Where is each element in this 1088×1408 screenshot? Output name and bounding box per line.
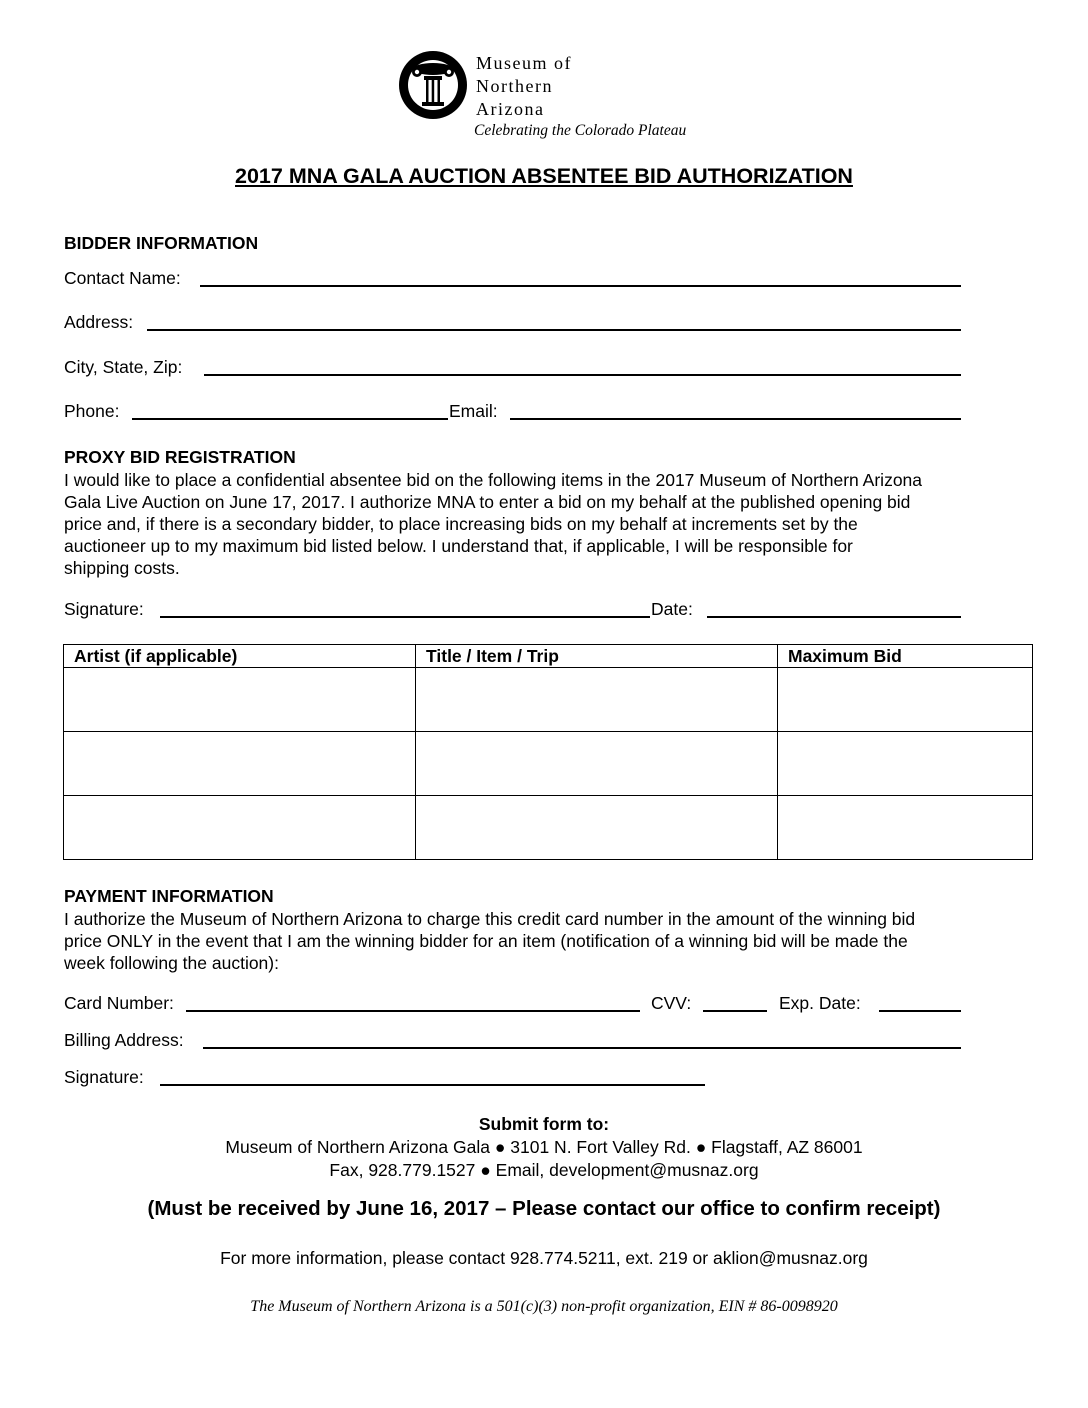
title-cell[interactable] [416,796,778,860]
proxy-date-label: Date: [651,599,693,619]
proxy-text-line: price and, if there is a secondary bidder, to place increasing bids on my behalf at increments set by the [64,514,858,534]
max-bid-cell[interactable] [778,668,1033,732]
deadline-notice: (Must be received by June 16, 2017 – Please contact our office to confirm receipt) [147,1197,941,1220]
payment-text-line: week following the auction): [64,953,279,973]
max-bid-column-header: Maximum Bid [778,645,1033,668]
bidder-info-heading: BIDDER INFORMATION [64,233,259,253]
title-column-header: Title / Item / Trip [416,645,778,668]
title-cell[interactable] [416,732,778,796]
proxy-date-field[interactable] [707,616,961,618]
table-header-row [64,645,1033,668]
museum-emblem-icon [398,50,468,120]
max-bid-cell[interactable] [778,796,1033,860]
table-row [64,668,1033,732]
logo-name-line1: Museum of [476,53,572,73]
table-row [64,796,1033,860]
proxy-text-line: Gala Live Auction on June 17, 2017. I authorize MNA to enter a bid on my behalf at the published opening bid [64,492,911,512]
proxy-text-line: I would like to place a confidential absentee bid on the following items in the 2017 Museum of Northern Arizona [64,470,923,490]
artist-cell[interactable] [64,668,416,732]
contact-name-field[interactable] [200,285,961,287]
more-info-text: For more information, please contact 928.774.5211, ext. 219 or aklion@musnaz.org [220,1248,868,1268]
billing-address-field[interactable] [203,1047,961,1049]
bid-items-table [63,644,1033,860]
artist-cell[interactable] [64,732,416,796]
max-bid-cell[interactable] [778,732,1033,796]
cvv-label: CVV: [651,993,692,1013]
address-label: Address: [64,312,134,332]
billing-address-label: Billing Address: [64,1030,184,1050]
phone-label: Phone: [64,401,120,421]
payment-text-line: I authorize the Museum of Northern Arizona to charge this credit card number in the amount of the winning bid [64,909,916,929]
proxy-bid-text [64,469,1039,579]
payment-info-text [64,908,1039,974]
contact-name-label: Contact Name: [64,268,181,288]
city-state-zip-field[interactable] [204,374,961,376]
payment-signature-label: Signature: [64,1067,144,1087]
museum-logo [398,48,698,143]
address-field[interactable] [147,329,961,331]
logo-tagline: Celebrating the Colorado Plateau [474,122,687,139]
nonprofit-footer: The Museum of Northern Arizona is a 501(c)(3) non-profit organization, EIN # 86-0098920 [250,1298,838,1315]
exp-date-label: Exp. Date: [779,993,861,1013]
email-field[interactable] [510,418,961,420]
proxy-bid-heading: PROXY BID REGISTRATION [64,447,296,467]
proxy-text-line: auctioneer up to my maximum bid listed below. I understand that, if applicable, I will be responsible for [64,536,853,556]
submit-heading: Submit form to: [478,1114,610,1134]
proxy-signature-label: Signature: [64,599,144,619]
cvv-field[interactable] [703,1010,767,1012]
payment-text-line: price ONLY in the event that I am the winning bidder for an item (notification of a winning bid will be made the [64,931,908,951]
artist-cell[interactable] [64,796,416,860]
exp-date-field[interactable] [879,1010,961,1012]
email-label: Email: [449,401,498,421]
title-cell[interactable] [416,668,778,732]
card-number-field[interactable] [186,1010,640,1012]
artist-column-header: Artist (if applicable) [64,645,416,668]
city-state-zip-label: City, State, Zip: [64,357,183,377]
payment-signature-field[interactable] [160,1084,705,1086]
proxy-text-line: shipping costs. [64,558,180,578]
logo-name-line2: Northern [476,76,553,96]
logo-name-line3: Arizona [476,99,545,119]
submit-address: Museum of Northern Arizona Gala ● 3101 N. Fort Valley Rd. ● Flagstaff, AZ 86001 [225,1137,863,1157]
proxy-signature-field[interactable] [160,616,650,618]
payment-info-heading: PAYMENT INFORMATION [64,886,274,906]
table-row [64,732,1033,796]
card-number-label: Card Number: [64,993,174,1013]
submit-contact: Fax, 928.779.1527 ● Email, development@musnaz.org [329,1160,759,1180]
form-title: 2017 MNA GALA AUCTION ABSENTEE BID AUTHORIZATION [235,164,853,188]
phone-field[interactable] [132,418,448,420]
